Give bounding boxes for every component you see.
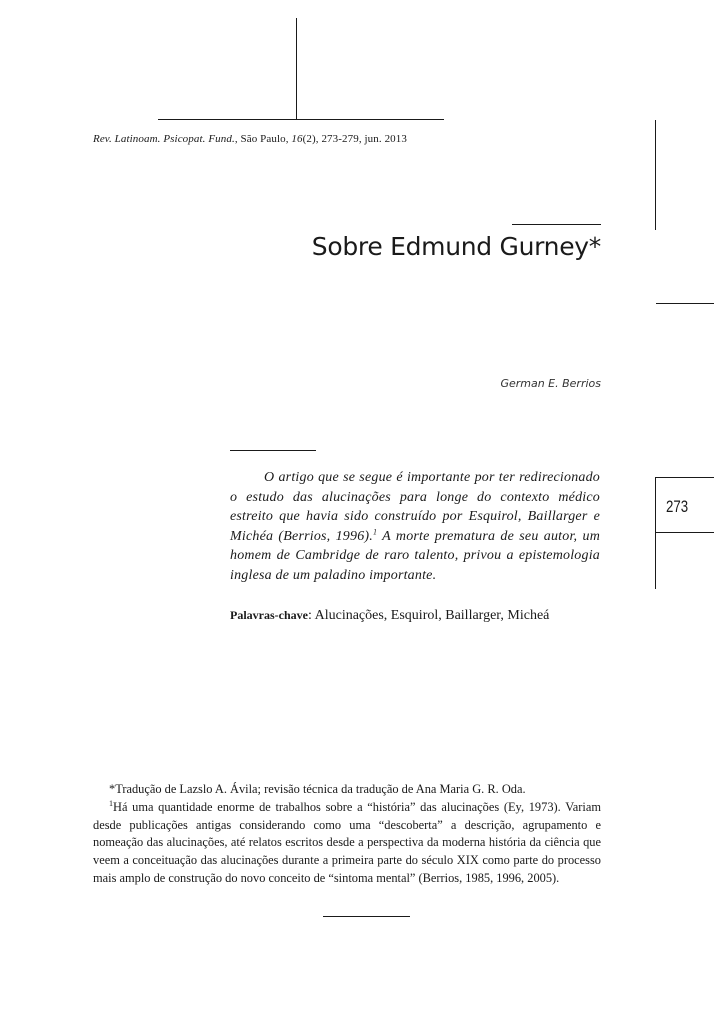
right-vertical-rule-top bbox=[655, 120, 656, 230]
footer-rule bbox=[323, 916, 410, 917]
top-horizontal-rule bbox=[158, 119, 444, 120]
abstract bbox=[230, 468, 600, 586]
footnote-1 bbox=[93, 799, 601, 888]
footnotes bbox=[93, 781, 601, 888]
keywords-separator: : bbox=[307, 608, 315, 623]
page-tab-top-rule bbox=[656, 477, 714, 478]
article-title: Sobre Edmund Gurney* bbox=[311, 232, 601, 261]
journal-issue-pages: (2), 273-279, jun. 2013 bbox=[302, 133, 407, 145]
abstract-paragraph bbox=[230, 468, 600, 586]
journal-location: , São Paulo, bbox=[234, 133, 292, 145]
abstract-footnote-ref: 1 bbox=[372, 527, 378, 537]
page-number: 273 bbox=[666, 497, 689, 516]
keywords bbox=[230, 608, 610, 624]
abstract-rule bbox=[230, 450, 316, 451]
right-horizontal-rule bbox=[656, 303, 714, 304]
page-tab-vertical-rule bbox=[655, 477, 656, 589]
top-vertical-rule bbox=[296, 18, 297, 120]
journal-volume: 16 bbox=[291, 133, 303, 145]
footnote-1-marker: 1 bbox=[109, 798, 113, 808]
abstract-text-part2: A morte prematura de seu autor, um homem de Cambridge de raro talento, privou a epistemologia inglesa de um paladino importante. bbox=[230, 528, 601, 583]
journal-citation bbox=[93, 133, 407, 145]
abstract-text-part1: O artigo que se segue é importante por ter redirecionado o estudo das alucinações para longe do contexto médico estreito que havia sido construído por Esquirol, Baillarger e Michéa (Berrios, 1996). bbox=[230, 470, 600, 544]
keywords-label: Palavras-chave bbox=[230, 608, 308, 622]
keywords-value: Alucinações, Esquirol, Baillarger, Micheá bbox=[314, 608, 550, 623]
title-rule bbox=[512, 224, 601, 225]
footnote-1-text: Há uma quantidade enorme de trabalhos sobre a “história” das alucinações (Ey, 1973). Variam desde publicações antigas considerando como uma “descoberta” a descrição, agrupamento e nomeação das alucinações, até relatos escritos desde a perspectiva da moderna história da ciência que veem a conceituação das alucinações durante a primeira parte do século XIX como parte do processo mais amplo de construção do novo conceito de “sintoma mental” (Berrios, 1985, 1996, 2005). bbox=[93, 799, 601, 885]
journal-abbrev: Rev. Latinoam. Psicopat. Fund. bbox=[93, 133, 235, 145]
article-author: German E. Berrios bbox=[500, 377, 601, 390]
page-tab-bottom-rule bbox=[656, 532, 714, 533]
footnote-star: *Tradução de Lazslo A. Ávila; revisão técnica da tradução de Ana Maria G. R. Oda. bbox=[109, 782, 526, 796]
